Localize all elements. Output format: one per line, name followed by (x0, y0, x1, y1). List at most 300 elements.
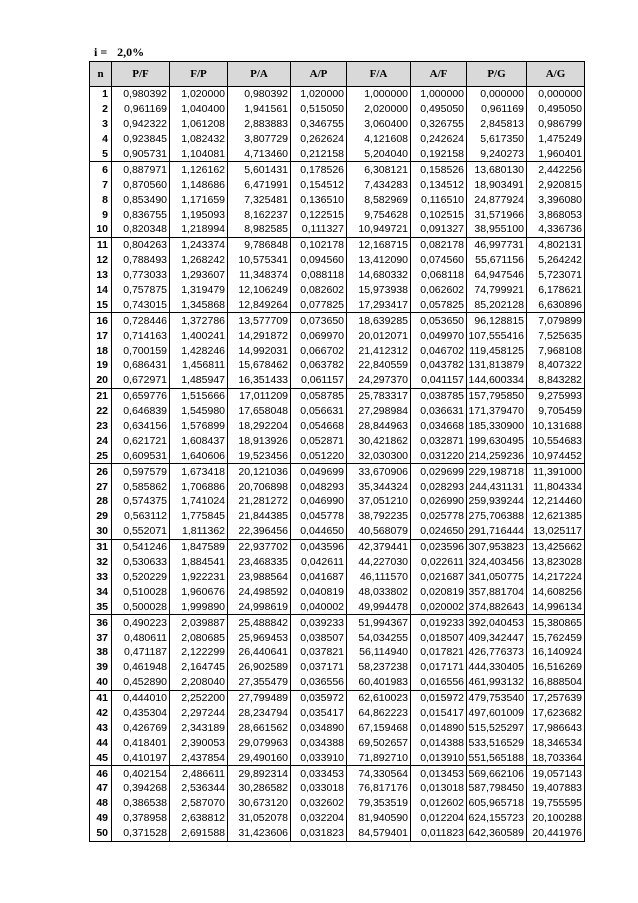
cell-a-p: 0,077825 (291, 297, 347, 312)
cell-a-p: 0,033910 (291, 750, 347, 765)
cell-p-a: 9,786848 (228, 237, 291, 252)
cell-f-a: 37,051210 (347, 494, 411, 509)
cell-n: 20 (90, 373, 112, 388)
interest-factor-table (89, 61, 585, 842)
cell-a-p: 0,032204 (291, 811, 347, 826)
cell-f-a: 10,949721 (347, 222, 411, 237)
cell-f-a: 42,379441 (347, 539, 411, 554)
cell-a-p: 0,066702 (291, 343, 347, 358)
cell-p-f: 0,773033 (112, 268, 170, 283)
table-row (90, 373, 585, 388)
cell-p-g: 229,198718 (467, 464, 527, 479)
cell-p-a: 17,658048 (228, 404, 291, 419)
cell-a-p: 0,082602 (291, 283, 347, 298)
cell-p-f: 0,942322 (112, 117, 170, 132)
table-row (90, 147, 585, 162)
cell-f-p: 2,536344 (170, 781, 228, 796)
cell-a-p: 0,040819 (291, 584, 347, 599)
cell-p-f: 0,788493 (112, 253, 170, 268)
cell-a-p: 0,212158 (291, 147, 347, 162)
cell-f-p: 1,485947 (170, 373, 228, 388)
cell-f-a: 81,940590 (347, 811, 411, 826)
cell-f-p: 1,456811 (170, 358, 228, 373)
cell-a-p: 0,042611 (291, 555, 347, 570)
cell-p-f: 0,541246 (112, 539, 170, 554)
cell-a-g: 13,823028 (527, 555, 585, 570)
table-row (90, 630, 585, 645)
cell-a-f: 0,012602 (411, 796, 467, 811)
cell-f-a: 76,817176 (347, 781, 411, 796)
cell-a-g: 15,762459 (527, 630, 585, 645)
cell-f-p: 2,080685 (170, 630, 228, 645)
cell-a-f: 1,000000 (411, 87, 467, 102)
table-row (90, 222, 585, 237)
cell-a-p: 0,056631 (291, 404, 347, 419)
cell-n: 40 (90, 675, 112, 690)
table-row (90, 388, 585, 403)
cell-f-p: 1,847589 (170, 539, 228, 554)
cell-f-p: 2,164745 (170, 660, 228, 675)
cell-a-f: 0,014388 (411, 735, 467, 750)
cell-a-p: 0,041687 (291, 570, 347, 585)
cell-p-a: 13,577709 (228, 313, 291, 328)
cell-p-a: 27,799489 (228, 690, 291, 705)
table-row (90, 87, 585, 102)
cell-p-a: 20,121036 (228, 464, 291, 479)
cell-p-a: 23,468335 (228, 555, 291, 570)
cell-a-f: 0,017171 (411, 660, 467, 675)
cell-f-a: 46,111570 (347, 570, 411, 585)
table-row (90, 599, 585, 614)
cell-a-g: 3,868053 (527, 207, 585, 222)
cell-n: 9 (90, 207, 112, 222)
cell-a-g: 0,000000 (527, 87, 585, 102)
cell-n: 12 (90, 253, 112, 268)
cell-f-a: 17,293417 (347, 297, 411, 312)
cell-p-a: 18,292204 (228, 419, 291, 434)
cell-p-g: 374,882643 (467, 599, 527, 614)
cell-n: 16 (90, 313, 112, 328)
cell-p-g: 533,516529 (467, 735, 527, 750)
cell-p-a: 19,523456 (228, 448, 291, 463)
cell-a-p: 0,036556 (291, 675, 347, 690)
cell-a-f: 0,015417 (411, 706, 467, 721)
cell-f-p: 1,545980 (170, 404, 228, 419)
cell-p-a: 25,488842 (228, 615, 291, 630)
cell-p-a: 31,052078 (228, 811, 291, 826)
cell-p-g: 64,947546 (467, 268, 527, 283)
cell-f-p: 1,608437 (170, 433, 228, 448)
table-row (90, 539, 585, 554)
cell-n: 46 (90, 766, 112, 781)
cell-p-a: 23,988564 (228, 570, 291, 585)
cell-p-f: 0,961169 (112, 102, 170, 117)
cell-n: 42 (90, 706, 112, 721)
cell-p-g: 0,961169 (467, 102, 527, 117)
cell-p-g: 46,997731 (467, 237, 527, 252)
cell-f-p: 1,515666 (170, 388, 228, 403)
cell-n: 48 (90, 796, 112, 811)
cell-p-f: 0,510028 (112, 584, 170, 599)
cell-f-p: 2,638812 (170, 811, 228, 826)
cell-p-a: 26,902589 (228, 660, 291, 675)
cell-f-p: 2,297244 (170, 706, 228, 721)
cell-a-f: 0,102515 (411, 207, 467, 222)
cell-p-f: 0,402154 (112, 766, 170, 781)
cell-p-g: 31,571966 (467, 207, 527, 222)
table-row (90, 268, 585, 283)
cell-a-g: 20,441976 (527, 826, 585, 841)
table-row (90, 358, 585, 373)
cell-f-p: 2,252200 (170, 690, 228, 705)
cell-a-g: 10,974452 (527, 448, 585, 463)
cell-a-p: 0,515050 (291, 102, 347, 117)
cell-a-f: 0,032871 (411, 433, 467, 448)
cell-n: 43 (90, 720, 112, 735)
cell-p-a: 16,351433 (228, 373, 291, 388)
table-header-row (90, 62, 585, 87)
cell-f-a: 49,994478 (347, 599, 411, 614)
cell-a-f: 0,028293 (411, 479, 467, 494)
cell-f-p: 1,922231 (170, 570, 228, 585)
cell-p-a: 22,937702 (228, 539, 291, 554)
cell-a-p: 0,063782 (291, 358, 347, 373)
interest-rate-value: 2,0% (117, 45, 145, 59)
cell-a-f: 0,053650 (411, 313, 467, 328)
cell-p-f: 0,471187 (112, 645, 170, 660)
cell-a-f: 0,192158 (411, 147, 467, 162)
cell-a-f: 0,068118 (411, 268, 467, 283)
cell-f-a: 18,639285 (347, 313, 411, 328)
cell-a-f: 0,043782 (411, 358, 467, 373)
cell-f-a: 15,973938 (347, 283, 411, 298)
cell-a-g: 7,079899 (527, 313, 585, 328)
cell-p-g: 624,155723 (467, 811, 527, 826)
cell-n: 41 (90, 690, 112, 705)
cell-f-p: 2,122299 (170, 645, 228, 660)
cell-p-g: 74,799921 (467, 283, 527, 298)
cell-f-a: 84,579401 (347, 826, 411, 841)
table-row (90, 766, 585, 781)
cell-a-g: 3,396080 (527, 192, 585, 207)
table-row (90, 615, 585, 630)
cell-a-f: 0,024650 (411, 524, 467, 539)
cell-p-a: 7,325481 (228, 192, 291, 207)
cell-f-p: 2,486611 (170, 766, 228, 781)
cell-p-f: 0,686431 (112, 358, 170, 373)
cell-f-p: 1,171659 (170, 192, 228, 207)
table-row (90, 343, 585, 358)
cell-p-a: 30,673120 (228, 796, 291, 811)
cell-f-a: 6,308121 (347, 162, 411, 177)
table-row (90, 328, 585, 343)
table-row (90, 283, 585, 298)
cell-f-p: 1,811362 (170, 524, 228, 539)
cell-p-f: 0,980392 (112, 87, 170, 102)
cell-n: 17 (90, 328, 112, 343)
cell-n: 36 (90, 615, 112, 630)
cell-f-p: 1,999890 (170, 599, 228, 614)
cell-f-a: 25,783317 (347, 388, 411, 403)
cell-a-f: 0,158526 (411, 162, 467, 177)
cell-a-p: 0,346755 (291, 117, 347, 132)
cell-p-f: 0,597579 (112, 464, 170, 479)
table-row (90, 706, 585, 721)
table-row (90, 448, 585, 463)
cell-a-g: 11,391000 (527, 464, 585, 479)
cell-p-a: 0,980392 (228, 87, 291, 102)
cell-a-p: 0,262624 (291, 132, 347, 147)
cell-n: 8 (90, 192, 112, 207)
cell-a-f: 0,011823 (411, 826, 467, 841)
cell-a-g: 7,525635 (527, 328, 585, 343)
cell-a-f: 0,026990 (411, 494, 467, 509)
cell-p-g: 144,600334 (467, 373, 527, 388)
cell-p-f: 0,563112 (112, 509, 170, 524)
cell-a-g: 10,554683 (527, 433, 585, 448)
cell-p-a: 6,471991 (228, 177, 291, 192)
cell-f-p: 1,082432 (170, 132, 228, 147)
cell-a-f: 0,034668 (411, 419, 467, 434)
cell-p-f: 0,452890 (112, 675, 170, 690)
table-row (90, 132, 585, 147)
cell-a-p: 0,034890 (291, 720, 347, 735)
column-header-a-f: A/F (411, 62, 467, 87)
cell-a-f: 0,057825 (411, 297, 467, 312)
cell-p-f: 0,371528 (112, 826, 170, 841)
cell-a-f: 0,025778 (411, 509, 467, 524)
cell-a-f: 0,029699 (411, 464, 467, 479)
cell-a-g: 18,346534 (527, 735, 585, 750)
cell-a-f: 0,038785 (411, 388, 467, 403)
cell-p-g: 605,965718 (467, 796, 527, 811)
cell-f-a: 71,892710 (347, 750, 411, 765)
cell-p-g: 38,955100 (467, 222, 527, 237)
cell-n: 25 (90, 448, 112, 463)
cell-a-g: 2,920815 (527, 177, 585, 192)
cell-p-g: 0,000000 (467, 87, 527, 102)
cell-f-p: 1,960676 (170, 584, 228, 599)
cell-p-a: 10,575341 (228, 253, 291, 268)
column-header-a-g: A/G (527, 62, 585, 87)
cell-p-g: 157,795850 (467, 388, 527, 403)
cell-n: 35 (90, 599, 112, 614)
cell-p-g: 392,040453 (467, 615, 527, 630)
cell-p-a: 12,106249 (228, 283, 291, 298)
cell-p-a: 18,913926 (228, 433, 291, 448)
cell-p-f: 0,480611 (112, 630, 170, 645)
table-row (90, 117, 585, 132)
cell-p-g: 13,680130 (467, 162, 527, 177)
cell-p-g: 5,617350 (467, 132, 527, 147)
cell-p-a: 21,281272 (228, 494, 291, 509)
cell-a-p: 0,033453 (291, 766, 347, 781)
table-row (90, 494, 585, 509)
cell-p-g: 461,993132 (467, 675, 527, 690)
cell-a-p: 0,033018 (291, 781, 347, 796)
cell-a-p: 0,034388 (291, 735, 347, 750)
cell-n: 15 (90, 297, 112, 312)
cell-f-p: 2,587070 (170, 796, 228, 811)
cell-f-p: 1,673418 (170, 464, 228, 479)
table-body (90, 87, 585, 842)
cell-a-g: 10,131688 (527, 419, 585, 434)
cell-a-p: 0,037171 (291, 660, 347, 675)
cell-a-g: 6,630896 (527, 297, 585, 312)
cell-p-f: 0,386538 (112, 796, 170, 811)
table-row (90, 464, 585, 479)
cell-p-a: 28,661562 (228, 720, 291, 735)
cell-a-p: 0,054668 (291, 419, 347, 434)
cell-p-f: 0,520229 (112, 570, 170, 585)
cell-p-a: 24,498592 (228, 584, 291, 599)
cell-n: 49 (90, 811, 112, 826)
cell-a-p: 0,046990 (291, 494, 347, 509)
cell-p-a: 8,982585 (228, 222, 291, 237)
cell-f-p: 1,126162 (170, 162, 228, 177)
cell-a-g: 11,804334 (527, 479, 585, 494)
cell-a-f: 0,018507 (411, 630, 467, 645)
cell-f-a: 28,844963 (347, 419, 411, 434)
cell-p-f: 0,426769 (112, 720, 170, 735)
cell-p-a: 20,706898 (228, 479, 291, 494)
cell-a-g: 20,100288 (527, 811, 585, 826)
table-row (90, 720, 585, 735)
cell-n: 23 (90, 419, 112, 434)
cell-a-g: 0,986799 (527, 117, 585, 132)
cell-f-p: 1,040400 (170, 102, 228, 117)
table-row (90, 811, 585, 826)
cell-a-p: 0,136510 (291, 192, 347, 207)
cell-p-g: 9,240273 (467, 147, 527, 162)
cell-a-p: 0,094560 (291, 253, 347, 268)
cell-p-f: 0,461948 (112, 660, 170, 675)
cell-a-p: 0,043596 (291, 539, 347, 554)
cell-p-f: 0,621721 (112, 433, 170, 448)
cell-p-a: 3,807729 (228, 132, 291, 147)
cell-f-a: 35,344324 (347, 479, 411, 494)
cell-f-p: 1,372786 (170, 313, 228, 328)
cell-p-f: 0,609531 (112, 448, 170, 463)
cell-f-p: 1,706886 (170, 479, 228, 494)
cell-p-g: 426,776373 (467, 645, 527, 660)
cell-f-p: 1,268242 (170, 253, 228, 268)
cell-p-f: 0,853490 (112, 192, 170, 207)
cell-n: 50 (90, 826, 112, 841)
cell-p-f: 0,923845 (112, 132, 170, 147)
cell-a-g: 1,960401 (527, 147, 585, 162)
cell-a-p: 1,020000 (291, 87, 347, 102)
cell-a-f: 0,242624 (411, 132, 467, 147)
table-row (90, 781, 585, 796)
cell-n: 26 (90, 464, 112, 479)
cell-a-f: 0,116510 (411, 192, 467, 207)
cell-p-f: 0,444010 (112, 690, 170, 705)
cell-p-f: 0,905731 (112, 147, 170, 162)
cell-a-f: 0,074560 (411, 253, 467, 268)
cell-a-p: 0,102178 (291, 237, 347, 252)
cell-p-g: 587,798450 (467, 781, 527, 796)
cell-f-a: 22,840559 (347, 358, 411, 373)
cell-p-g: 515,525297 (467, 720, 527, 735)
cell-f-a: 9,754628 (347, 207, 411, 222)
cell-f-a: 40,568079 (347, 524, 411, 539)
cell-n: 30 (90, 524, 112, 539)
cell-p-g: 55,671156 (467, 253, 527, 268)
cell-n: 27 (90, 479, 112, 494)
cell-n: 3 (90, 117, 112, 132)
cell-a-p: 0,051220 (291, 448, 347, 463)
cell-n: 39 (90, 660, 112, 675)
cell-f-a: 60,401983 (347, 675, 411, 690)
cell-a-p: 0,073650 (291, 313, 347, 328)
cell-a-g: 17,623682 (527, 706, 585, 721)
cell-p-f: 0,714163 (112, 328, 170, 343)
cell-p-f: 0,757875 (112, 283, 170, 298)
cell-p-a: 26,440641 (228, 645, 291, 660)
cell-n: 1 (90, 87, 112, 102)
cell-p-g: 307,953823 (467, 539, 527, 554)
table-row (90, 479, 585, 494)
cell-n: 21 (90, 388, 112, 403)
cell-p-g: 259,939244 (467, 494, 527, 509)
column-header-p-g: P/G (467, 62, 527, 87)
cell-a-g: 17,257639 (527, 690, 585, 705)
cell-n: 5 (90, 147, 112, 162)
cell-a-g: 6,178621 (527, 283, 585, 298)
cell-a-f: 0,016556 (411, 675, 467, 690)
cell-p-f: 0,634156 (112, 419, 170, 434)
cell-n: 24 (90, 433, 112, 448)
interest-rate-label: i = (94, 45, 108, 59)
cell-a-p: 0,111327 (291, 222, 347, 237)
cell-a-f: 0,013453 (411, 766, 467, 781)
cell-p-f: 0,552071 (112, 524, 170, 539)
cell-p-g: 131,813879 (467, 358, 527, 373)
table-row (90, 645, 585, 660)
cell-n: 37 (90, 630, 112, 645)
cell-a-g: 16,140924 (527, 645, 585, 660)
cell-a-p: 0,069970 (291, 328, 347, 343)
cell-n: 22 (90, 404, 112, 419)
column-header-p-a: P/A (228, 62, 291, 87)
cell-a-f: 0,134512 (411, 177, 467, 192)
table-row (90, 419, 585, 434)
table-row (90, 584, 585, 599)
cell-f-p: 1,104081 (170, 147, 228, 162)
table-row (90, 675, 585, 690)
cell-n: 38 (90, 645, 112, 660)
cell-p-a: 28,234794 (228, 706, 291, 721)
cell-p-a: 25,969453 (228, 630, 291, 645)
cell-f-a: 2,020000 (347, 102, 411, 117)
cell-a-p: 0,032602 (291, 796, 347, 811)
cell-f-p: 1,061208 (170, 117, 228, 132)
table-row (90, 192, 585, 207)
cell-a-g: 14,217224 (527, 570, 585, 585)
cell-p-f: 0,672971 (112, 373, 170, 388)
cell-a-g: 19,057143 (527, 766, 585, 781)
cell-a-p: 0,044650 (291, 524, 347, 539)
cell-p-g: 18,903491 (467, 177, 527, 192)
cell-p-g: 291,716444 (467, 524, 527, 539)
cell-n: 31 (90, 539, 112, 554)
cell-n: 47 (90, 781, 112, 796)
table-row (90, 524, 585, 539)
table-row (90, 177, 585, 192)
cell-f-p: 1,319479 (170, 283, 228, 298)
cell-n: 6 (90, 162, 112, 177)
